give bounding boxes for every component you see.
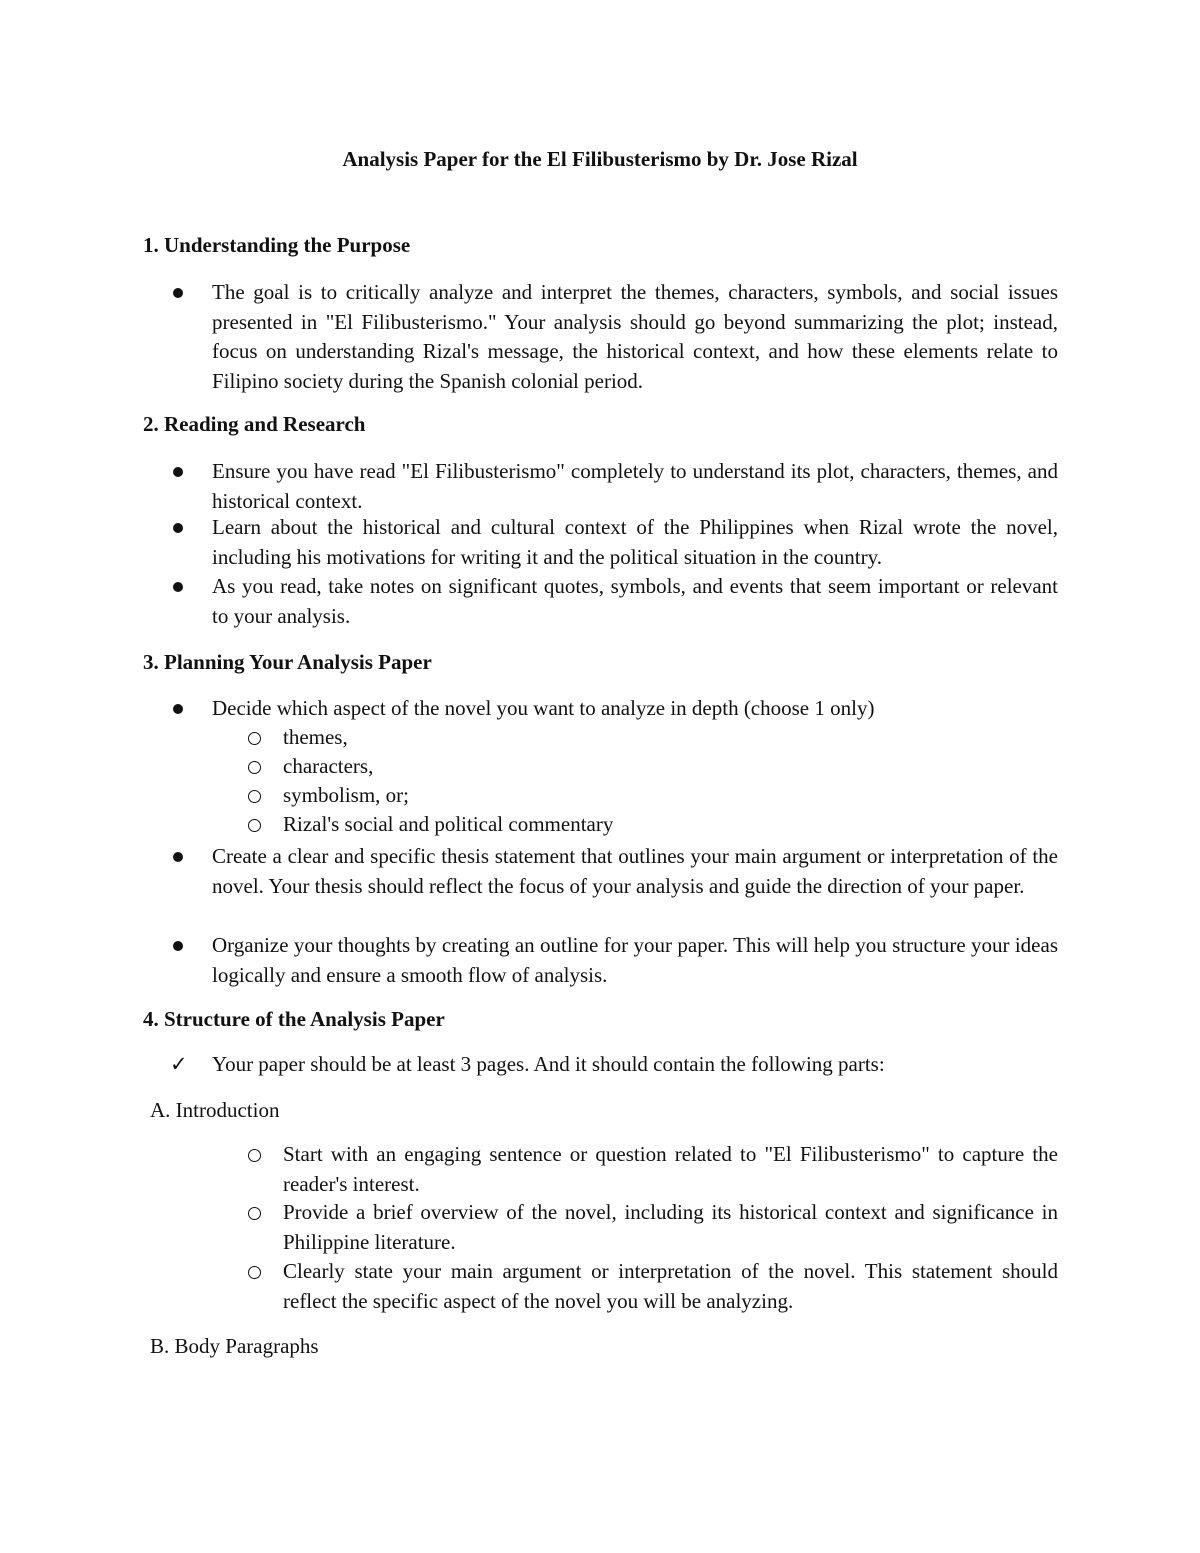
circle-bullet-icon — [248, 761, 261, 774]
intro-item-3: Clearly state your main argument or interpretation of the novel. This statement should reflect the specific aspect of the novel you will be analyzing. — [283, 1259, 1058, 1313]
bullet-icon — [173, 941, 183, 951]
circle-bullet-icon — [248, 790, 261, 803]
bullet-icon — [173, 704, 183, 714]
purpose-paragraph: The goal is to critically analyze and interpret the themes, characters, symbols, and social issues presented in "El Filibusterismo." Your analysis should go beyond summarizing the plot; instead, focus on understanding Rizal's message, the historical context, and how these elements relate to Filipino society during the Spanish colonial period. — [212, 280, 1058, 393]
part-a-label: A. Introduction — [150, 1098, 280, 1122]
part-b-label: B. Body Paragraphs — [150, 1334, 319, 1358]
aspect-item-symbolism: symbolism, or; — [283, 783, 410, 807]
circle-bullet-icon — [248, 1266, 261, 1279]
intro-item-1: Start with an engaging sentence or question related to "El Filibusterismo" to capture the reader's interest. — [283, 1142, 1058, 1196]
bullet-icon — [173, 288, 183, 298]
section-4-heading: 4. Structure of the Analysis Paper — [143, 1007, 445, 1031]
document-title: Analysis Paper for the El Filibusterismo by Dr. Jose Rizal — [342, 147, 858, 171]
intro-item-2: Provide a brief overview of the novel, including its historical context and significance in Philippine literature. — [283, 1200, 1058, 1254]
planning-bullet-1: Decide which aspect of the novel you want to analyze in depth (choose 1 only) — [212, 696, 875, 720]
bullet-icon — [173, 852, 183, 862]
bullet-icon — [173, 582, 183, 592]
bullet-icon — [173, 523, 183, 533]
checkmark-icon: ✓ — [170, 1052, 188, 1076]
circle-bullet-icon — [248, 819, 261, 832]
section-1-heading: 1. Understanding the Purpose — [143, 233, 411, 257]
circle-bullet-icon — [248, 1207, 261, 1220]
planning-bullet-3: Organize your thoughts by creating an outline for your paper. This will help you structure your ideas logically and ensure a smooth flow of analysis. — [212, 933, 1058, 987]
aspect-item-characters: characters, — [283, 754, 374, 778]
aspect-item-themes: themes, — [283, 725, 348, 749]
planning-bullet-2: Create a clear and specific thesis statement that outlines your main argument or interpretation of the novel. Your thesis should reflect the focus of your analysis and guide the direction of your paper. — [212, 844, 1058, 898]
reading-bullet-3: As you read, take notes on significant quotes, symbols, and events that seem important or relevant to your analysis. — [212, 574, 1058, 628]
bullet-icon — [173, 467, 183, 477]
reading-bullet-1: Ensure you have read "El Filibusterismo" completely to understand its plot, characters, themes, and historical context. — [212, 459, 1058, 513]
structure-check-item: Your paper should be at least 3 pages. And it should contain the following parts: — [212, 1052, 885, 1076]
section-2-heading: 2. Reading and Research — [143, 412, 366, 436]
aspect-item-commentary: Rizal's social and political commentary — [283, 812, 614, 836]
section-3-heading: 3. Planning Your Analysis Paper — [143, 650, 432, 674]
reading-bullet-2: Learn about the historical and cultural context of the Philippines when Rizal wrote the novel, including his motivations for writing it and the political situation in the country. — [212, 515, 1058, 569]
circle-bullet-icon — [248, 1149, 261, 1162]
circle-bullet-icon — [248, 732, 261, 745]
